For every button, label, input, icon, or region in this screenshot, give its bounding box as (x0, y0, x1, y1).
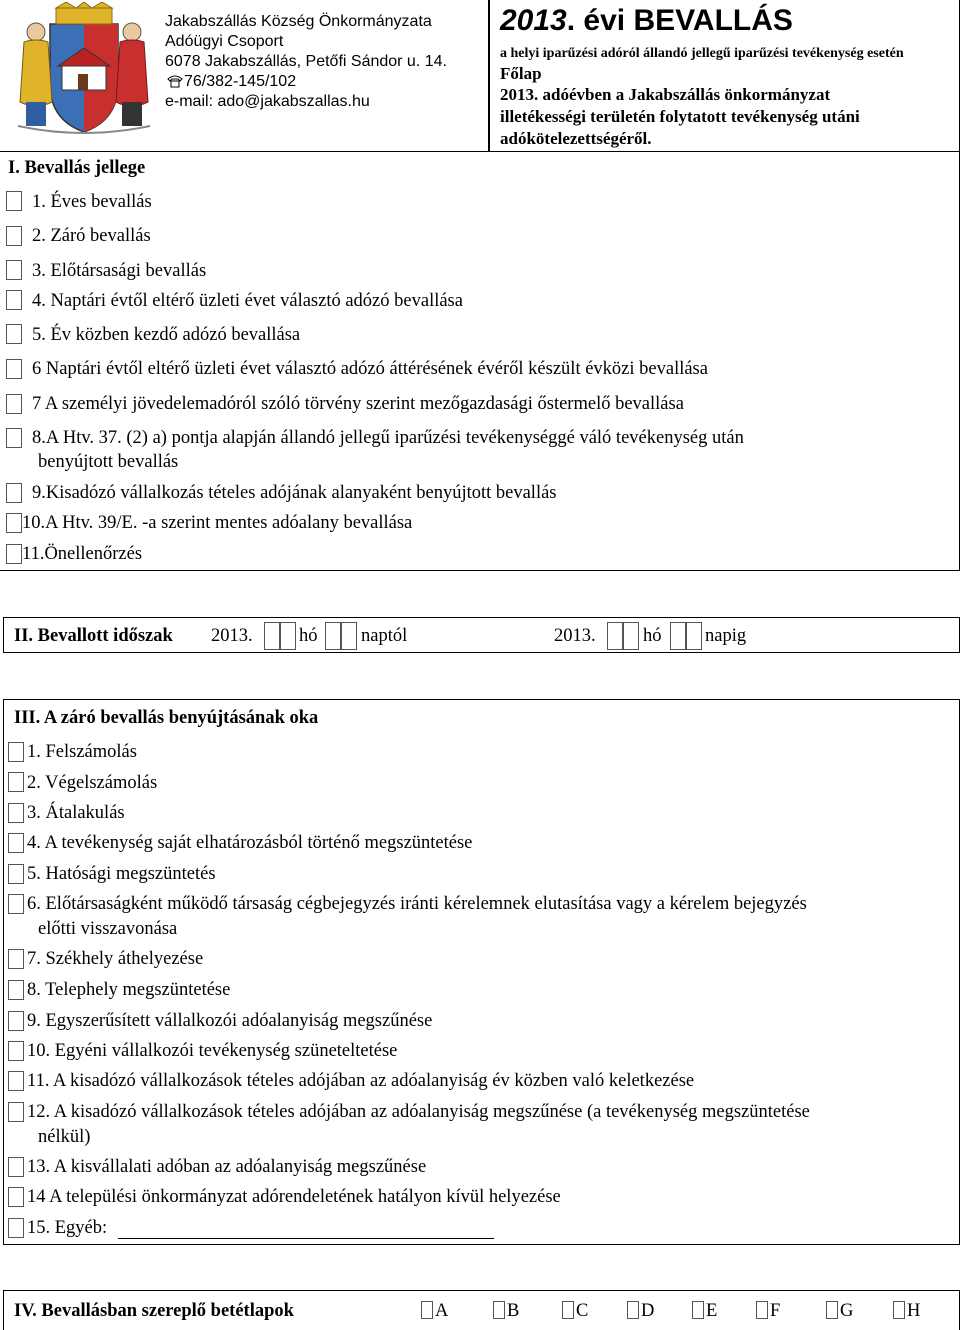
checkbox-liquidation[interactable] (8, 742, 24, 762)
period-start-day-box-2[interactable] (341, 622, 357, 650)
org-phone: 76/382-145/102 (184, 73, 297, 90)
checkbox-self-revision[interactable] (6, 544, 22, 564)
form-subtitle: a helyi iparűzési adóról állandó jellegű iparűzési tevékenység esetén (500, 46, 904, 61)
sheet-d-label: D (641, 1301, 655, 1321)
checkbox-pre-company-rejected[interactable] (8, 894, 24, 914)
checkbox-annual[interactable] (6, 191, 22, 211)
form-desc-3: adókötelezettségéről. (500, 129, 652, 148)
form-title (500, 4, 793, 38)
section3-title: III. A záró bevallás benyújtásának oka (14, 708, 319, 728)
section4-title: IV. Bevallásban szereplő betétlapok (14, 1301, 294, 1321)
checkbox-htv-37[interactable] (6, 428, 22, 448)
reason-kiva-end: 13. A kisvállalati adóban az adóalanyiság megszűnése (27, 1157, 427, 1177)
checkbox-suspension[interactable] (8, 1041, 24, 1061)
checkbox-pre-company[interactable] (6, 260, 22, 280)
period-start-month-box-2[interactable] (280, 622, 296, 650)
phone-icon (166, 74, 184, 88)
option-htv-37-cont: benyújtott bevallás (38, 452, 179, 472)
sheet-a-label: A (435, 1301, 449, 1321)
reason-eva-end: 9. Egyszerűsített vállalkozói adóalanyiság megszűnése (27, 1011, 433, 1031)
section2-title: II. Bevallott időszak (14, 626, 173, 646)
period-start-label: naptól (361, 626, 408, 646)
section1-title: I. Bevallás jellege (8, 158, 146, 178)
checkbox-sheet-e[interactable] (692, 1301, 704, 1319)
checkbox-htv-39e[interactable] (6, 513, 22, 533)
reason-suspension: 10. Egyéni vállalkozói tevékenység szüneteltetése (27, 1041, 398, 1061)
reason-pre-company-rejected-cont: előtti visszavonása (38, 919, 178, 939)
option-primary-producer: 7 A személyi jövedelemadóról szóló törvény szerint mezőgazdasági őstermelő bevallása (32, 394, 684, 414)
checkbox-sheet-g[interactable] (826, 1301, 838, 1319)
period-end-ho: hó (643, 626, 662, 646)
option-annual: 1. Éves bevallás (32, 192, 152, 212)
coat-of-arms-icon (10, 2, 158, 136)
checkbox-hq-relocation[interactable] (8, 949, 24, 969)
sheet-e-label: E (706, 1301, 718, 1321)
checkbox-official-termination[interactable] (8, 864, 24, 884)
period-end-day-box-2[interactable] (686, 622, 702, 650)
checkbox-non-calendar-year[interactable] (6, 290, 22, 310)
option-pre-company: 3. Előtársasági bevallás (32, 261, 207, 281)
period-start-day-box-1[interactable] (325, 622, 341, 650)
checkbox-sheet-c[interactable] (562, 1301, 574, 1319)
reason-site-closure: 8. Telephely megszüntetése (27, 980, 231, 1000)
reason-transformation: 3. Átalakulás (27, 803, 125, 823)
option-transition-year: 6 Naptári évtől eltérő üzleti évet választó adózó áttérésének évéről készült évközi bevallása (32, 359, 708, 379)
period-start-ho: hó (299, 626, 318, 646)
reason-hq-relocation: 7. Székhely áthelyezése (27, 949, 204, 969)
period-start-month-box-1[interactable] (264, 622, 280, 650)
sheet-g-label: G (840, 1301, 854, 1321)
org-address: 6078 Jakabszállás, Petőfi Sándor u. 14. (165, 53, 447, 70)
period-start-year: 2013. (211, 626, 253, 646)
reason-official-termination: 5. Hatósági megszüntetés (27, 864, 216, 884)
sheet-f-label: F (770, 1301, 781, 1321)
form-title-rest: . évi BEVALLÁS (566, 4, 793, 37)
reason-kata-end-cont: nélkül) (38, 1127, 91, 1147)
option-kata: 9.Kisadózó vállalkozás tételes adójának alanyaként benyújtott bevallás (32, 483, 557, 503)
form-desc-1: 2013. adóévben a Jakabszállás önkormányzat (500, 85, 831, 104)
checkbox-sheet-b[interactable] (493, 1301, 505, 1319)
period-end-year: 2013. (554, 626, 596, 646)
checkbox-winding-up[interactable] (8, 772, 24, 792)
checkbox-kata[interactable] (6, 483, 22, 503)
checkbox-eva-end[interactable] (8, 1011, 24, 1031)
option-htv-39e: 10.A Htv. 39/E. -a szerint mentes adóalany bevallása (22, 513, 413, 533)
checkbox-other[interactable] (8, 1218, 24, 1238)
sheet-b-label: B (507, 1301, 520, 1321)
checkbox-own-termination[interactable] (8, 833, 24, 853)
checkbox-decree-repeal[interactable] (8, 1187, 24, 1207)
checkbox-primary-producer[interactable] (6, 394, 22, 414)
sheet-h-label: H (907, 1301, 921, 1321)
checkbox-transition-year[interactable] (6, 359, 22, 379)
period-end-label: napig (705, 626, 747, 646)
reason-winding-up: 2. Végelszámolás (27, 773, 158, 793)
period-end-month-box-1[interactable] (607, 622, 623, 650)
checkbox-transformation[interactable] (8, 803, 24, 823)
reason-decree-repeal: 14 A települési önkormányzat adórendeletének hatályon kívül helyezése (27, 1187, 561, 1207)
option-final: 2. Záró bevallás (32, 226, 151, 246)
reason-own-termination: 4. A tevékenység saját elhatározásból történő megszüntetése (27, 833, 473, 853)
form-desc-2: illetékességi területén folytatott tevékenység utáni (500, 107, 860, 126)
checkbox-kata-start[interactable] (8, 1071, 24, 1091)
reason-pre-company-rejected: 6. Előtársaságként működő társaság cégbejegyzés iránti kérelemnek elutasítása vagy a kérelem bejegyzés (27, 894, 807, 914)
option-self-revision: 11.Önellenőrzés (22, 544, 143, 564)
option-midyear-start: 5. Év közben kezdő adózó bevallása (32, 325, 301, 345)
reason-kata-start: 11. A kisadózó vállalkozások tételes adójában az adóalanyiság év közben való keletkezése (27, 1071, 695, 1091)
period-end-day-box-1[interactable] (670, 622, 686, 650)
checkbox-final[interactable] (6, 226, 22, 246)
reason-other: 15. Egyéb: (27, 1218, 108, 1238)
org-dept: Adóügyi Csoport (165, 33, 284, 50)
sheet-c-label: C (576, 1301, 589, 1321)
header-divider (488, 0, 490, 152)
checkbox-kata-end[interactable] (8, 1102, 24, 1122)
checkbox-midyear-start[interactable] (6, 324, 22, 344)
form-folap: Főlap (500, 64, 542, 83)
reason-kata-end: 12. A kisadózó vállalkozások tételes adójában az adóalanyiság megszűnése (a tevékenység megszüntetése (27, 1102, 810, 1122)
checkbox-sheet-d[interactable] (627, 1301, 639, 1319)
checkbox-site-closure[interactable] (8, 980, 24, 1000)
reason-other-input[interactable] (118, 1238, 494, 1239)
checkbox-sheet-h[interactable] (893, 1301, 905, 1319)
form-year: 2013 (500, 4, 567, 37)
checkbox-sheet-a[interactable] (421, 1301, 433, 1319)
checkbox-sheet-f[interactable] (756, 1301, 768, 1319)
org-email[interactable]: e-mail: ado@jakabszallas.hu (165, 93, 370, 110)
reason-liquidation: 1. Felszámolás (27, 742, 137, 762)
option-htv-37: 8.A Htv. 37. (2) a) pontja alapján állandó jellegű iparűzési tevékenységgé váló tevékenység után (32, 428, 744, 448)
org-name: Jakabszállás Község Önkormányzata (165, 13, 432, 30)
period-end-month-box-2[interactable] (623, 622, 639, 650)
checkbox-kiva-end[interactable] (8, 1157, 24, 1177)
option-non-calendar-year: 4. Naptári évtől eltérő üzleti évet választó adózó bevallása (32, 291, 463, 311)
